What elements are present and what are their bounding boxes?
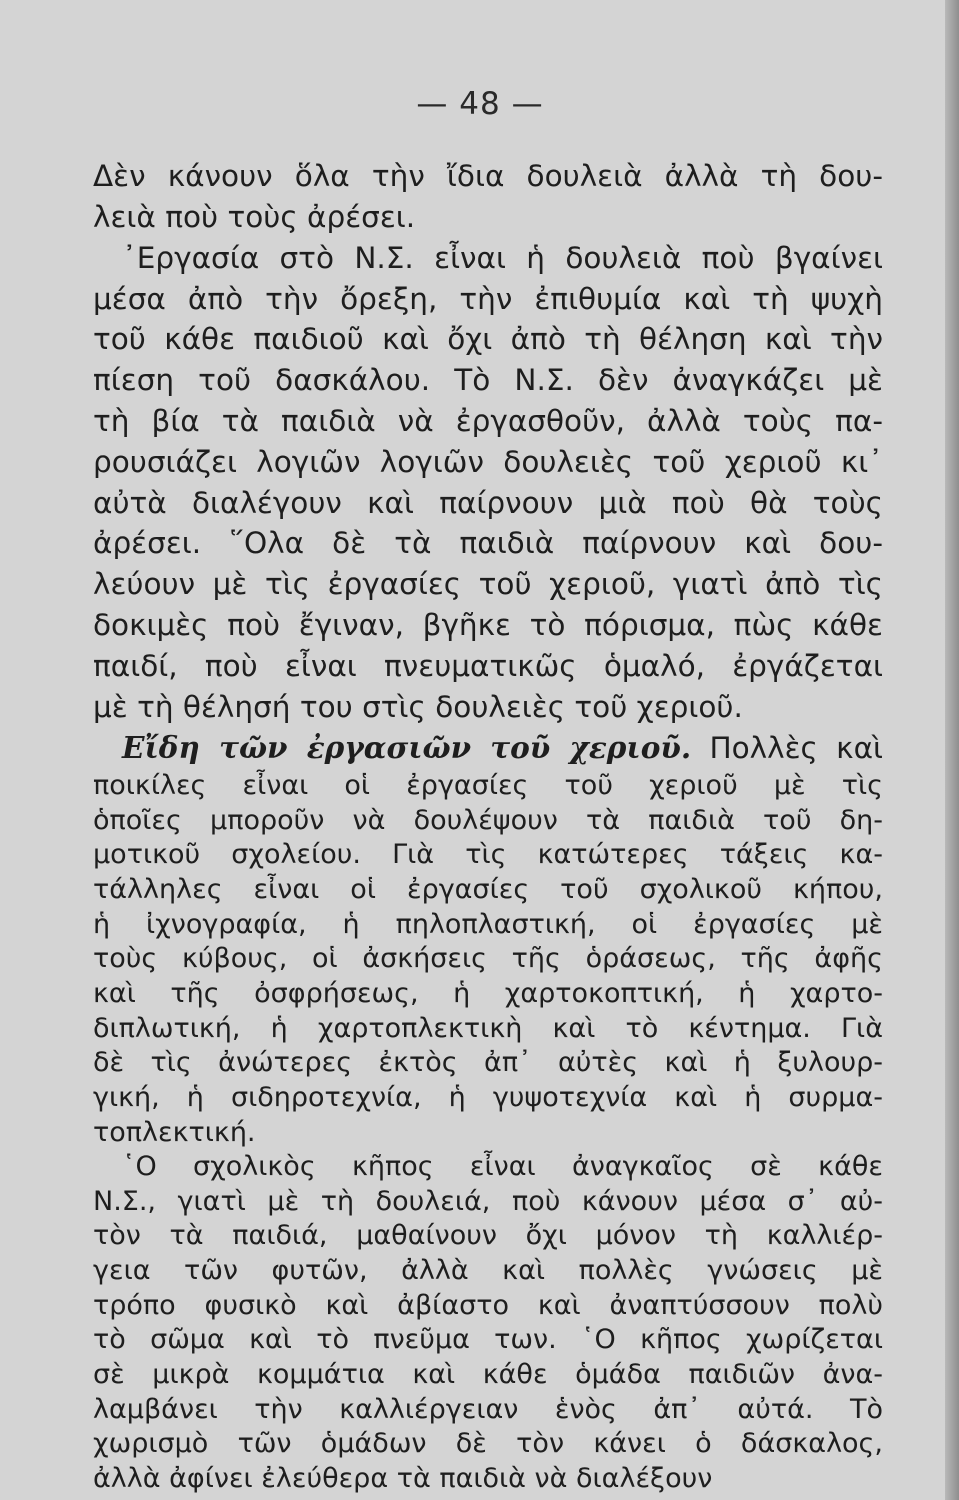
text-line: δοκιμὲς ποὺ ἔγιναν, βγῆκε τὸ πόρισμα, πὼς κάθε xyxy=(93,608,883,642)
text-line: τὴ βία τὰ παιδιὰ νὰ ἐργασθοῦν, ἀλλὰ τοὺς πα- xyxy=(93,404,883,438)
text-line: λεύουν μὲ τὶς ἐργασίες τοῦ χεριοῦ, γιατὶ ἀπὸ τὶς xyxy=(93,567,883,601)
text-line: ἡ ἰχνογραφία, ἡ πηλοπλαστική, οἱ ἐργασίες μὲ xyxy=(93,909,883,940)
text-line: ἀλλὰ ἀφίνει ἐλεύθερα τὰ παιδιὰ νὰ διαλέξουν xyxy=(93,1463,713,1494)
text-line: γική, ἡ σιδηροτεχνία, ἡ γυψοτεχνία καὶ ἡ συρμα- xyxy=(93,1082,883,1113)
text-line: Ν.Σ., γιατὶ μὲ τὴ δουλειά, ποὺ κάνουν μέσα σ᾽ αὐ- xyxy=(93,1186,883,1217)
text-line: παιδί, ποὺ εἶναι πνευματικῶς ὁμαλό, ἐργάζεται xyxy=(93,649,883,683)
text-line: χωρισμὸ τῶν ὁμάδων δὲ τὸν κάνει ὁ δάσκαλος, xyxy=(93,1428,883,1459)
text-line: τοπλεκτική. xyxy=(93,1117,256,1148)
text-line: μέσα ἀπὸ τὴν ὄρεξη, τὴν ἐπιθυμία καὶ τὴ ψυχὴ xyxy=(93,282,883,316)
section-heading-line xyxy=(122,728,883,768)
text-line: λαμβάνει τὴν καλλιέργειαν ἑνὸς ἀπ᾽ αὐτά. Τὸ xyxy=(93,1394,883,1425)
text-line: αὐτὰ διαλέγουν καὶ παίρνουν μιὰ ποὺ θὰ τοὺς xyxy=(93,486,883,520)
text-line: μὲ τὴ θέλησή του στὶς δουλειὲς τοῦ χεριοῦ. xyxy=(93,690,743,724)
section-heading: Εἴδη τῶν ἐργασιῶν τοῦ χεριοῦ. xyxy=(122,730,692,765)
text-line: σὲ μικρὰ κομμάτια καὶ κάθε ὁμάδα παιδιῶν ἀνα- xyxy=(93,1359,883,1390)
page-spine-edge xyxy=(945,0,959,1500)
text-line: ποικίλες εἶναι οἱ ἐργασίες τοῦ χεριοῦ μὲ τὶς xyxy=(93,770,883,801)
text-line: διπλωτική, ἡ χαρτοπλεκτικὴ καὶ τὸ κέντημα. Γιὰ xyxy=(93,1013,883,1044)
text-line: ὁποῖες μποροῦν νὰ δουλέψουν τὰ παιδιὰ τοῦ δη- xyxy=(93,805,883,836)
text-line: τὸν τὰ παιδιά, μαθαίνουν ὄχι μόνον τὴ καλλιέρ- xyxy=(93,1220,883,1251)
page-number: — 48 — xyxy=(416,86,544,122)
text-line: ρουσιάζει λογιῶν λογιῶν δουλειὲς τοῦ χεριοῦ κι᾽ xyxy=(93,445,883,479)
text-line: Δὲν κάνουν ὅλα τὴν ἴδια δουλειὰ ἀλλὰ τὴ δου- xyxy=(93,159,883,193)
text-line: τὸ σῶμα καὶ τὸ πνεῦμα των. ῾Ο κῆπος χωρίζεται xyxy=(93,1324,883,1355)
text-line: γεια τῶν φυτῶν, ἀλλὰ καὶ πολλὲς γνώσεις μὲ xyxy=(93,1255,883,1286)
text-line: τοῦ κάθε παιδιοῦ καὶ ὄχι ἀπὸ τὴ θέληση καὶ τὴν xyxy=(93,322,883,356)
text-line: τάλληλες εἶναι οἱ ἐργασίες τοῦ σχολικοῦ κήπου, xyxy=(93,874,883,905)
heading-rest: Πολλὲς καὶ xyxy=(691,731,883,765)
text-line: καὶ τῆς ὀσφρήσεως, ἡ χαρτοκοπτική, ἡ χαρτο- xyxy=(93,978,883,1009)
text-line: ἀρέσει. ῞Ολα δὲ τὰ παιδιὰ παίρνουν καὶ δου- xyxy=(93,526,883,560)
text-line: τρόπο φυσικὸ καὶ ἀβίαστο καὶ ἀναπτύσσουν πολὺ xyxy=(93,1290,883,1321)
text-line: δὲ τὶς ἀνώτερες ἐκτὸς ἀπ᾽ αὐτὲς καὶ ἡ ξυλουρ- xyxy=(93,1047,883,1078)
text-line: μοτικοῦ σχολείου. Γιὰ τὶς κατώτερες τάξεις κα- xyxy=(93,839,883,870)
text-line: λειὰ ποὺ τοὺς ἀρέσει. xyxy=(93,200,416,234)
text-line: ᾽Εργασία στὸ Ν.Σ. εἶναι ἡ δουλειὰ ποὺ βγαίνει xyxy=(122,241,883,275)
text-line: πίεση τοῦ δασκάλου. Τὸ Ν.Σ. δὲν ἀναγκάζει μὲ xyxy=(93,363,883,397)
text-line: τοὺς κύβους, οἱ ἀσκήσεις τῆς ὁράσεως, τῆς ἀφῆς xyxy=(93,943,883,974)
text-line: ῾Ο σχολικὸς κῆπος εἶναι ἀναγκαῖος σὲ κάθε xyxy=(122,1151,883,1182)
